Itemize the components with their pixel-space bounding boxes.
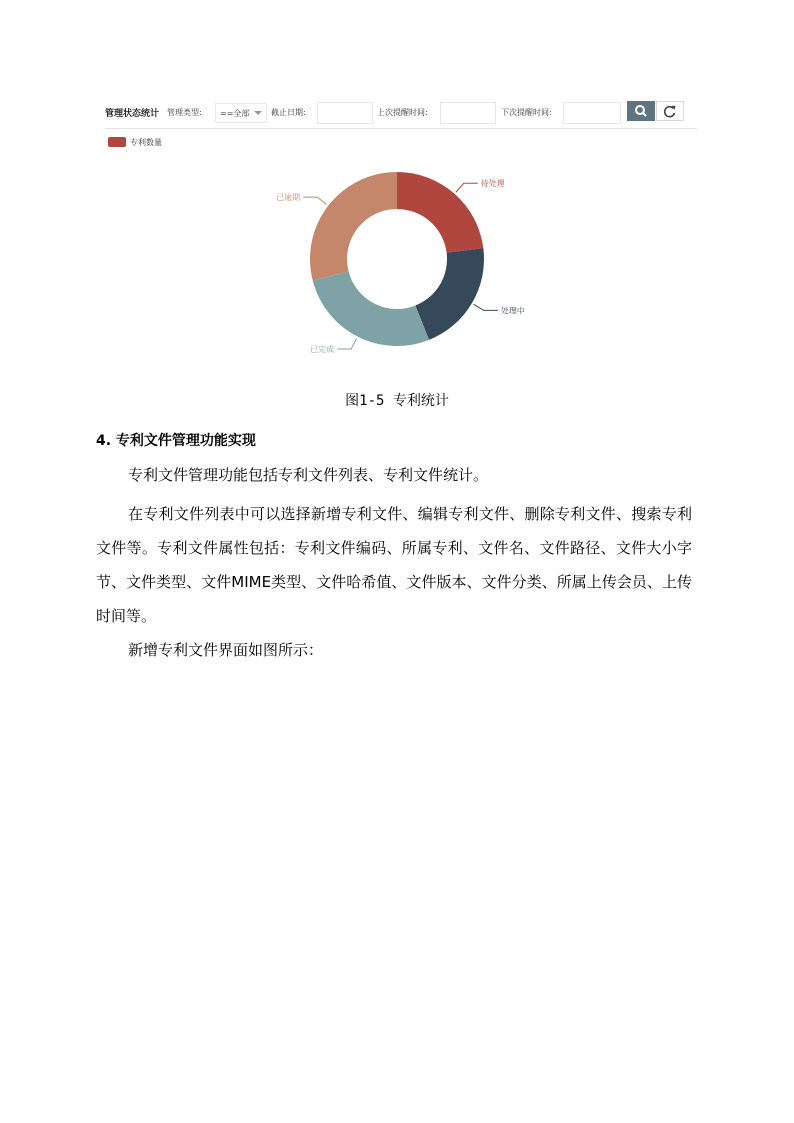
slice-2[interactable] [313,271,429,346]
deadline-input[interactable] [317,102,373,124]
section-heading: 4. 专利文件管理功能实现 [96,433,256,449]
leader-line-2 [337,338,356,349]
paragraph-3: 新增专利文件界面如图所示： [128,641,324,659]
chevron-down-icon [254,111,262,115]
legend-swatch [108,137,126,147]
figure-caption: 图1-5 专利统计 [345,393,449,409]
patient-status-donut-chart [270,160,530,360]
slice-1[interactable] [415,248,484,340]
last-remind-input[interactable] [440,102,496,124]
legend-label: 专利数量 [130,138,162,147]
slice-label-0: 待处理 [480,179,505,189]
stats-toolbar [105,100,697,129]
last-remind-label: 上次提醒时间: [377,108,428,117]
toolbar-title: 管理状态统计 [105,109,160,119]
leader-line-1 [474,304,498,310]
type-select-value: ==全部 [220,109,250,118]
slice-3[interactable] [310,172,397,281]
slice-label-1: 处理中 [500,306,525,316]
slice-label-2: 已完成 [310,344,335,354]
search-icon [627,101,655,121]
type-label: 管理类型: [167,108,202,117]
slice-label-3: 已逾期 [276,193,301,203]
paragraph-2: 在专利文件列表中可以选择新增专利文件、编辑专利文件、删除专利文件、搜索专利文件等。专利文件属性包括：专利文件编码、所属专利、文件名、文件路径、文件大小字节、文件类型、文件MIME类型、文件哈希值、文件版本、文件分类、所属上传会员、上传时间等。 [96,505,692,625]
leader-line-0 [456,183,478,192]
refresh-icon [657,102,683,120]
slice-0[interactable] [397,172,483,253]
leader-line-3 [303,197,326,204]
next-remind-label: 下次提醒时间: [501,108,552,117]
deadline-label: 截止日期: [271,108,306,117]
type-select[interactable] [215,103,267,123]
refresh-button[interactable] [656,101,684,121]
paragraph-1: 专利文件管理功能包括专利文件列表、专利文件统计。 [128,466,489,484]
search-button[interactable] [627,101,655,121]
next-remind-input[interactable] [563,102,621,124]
